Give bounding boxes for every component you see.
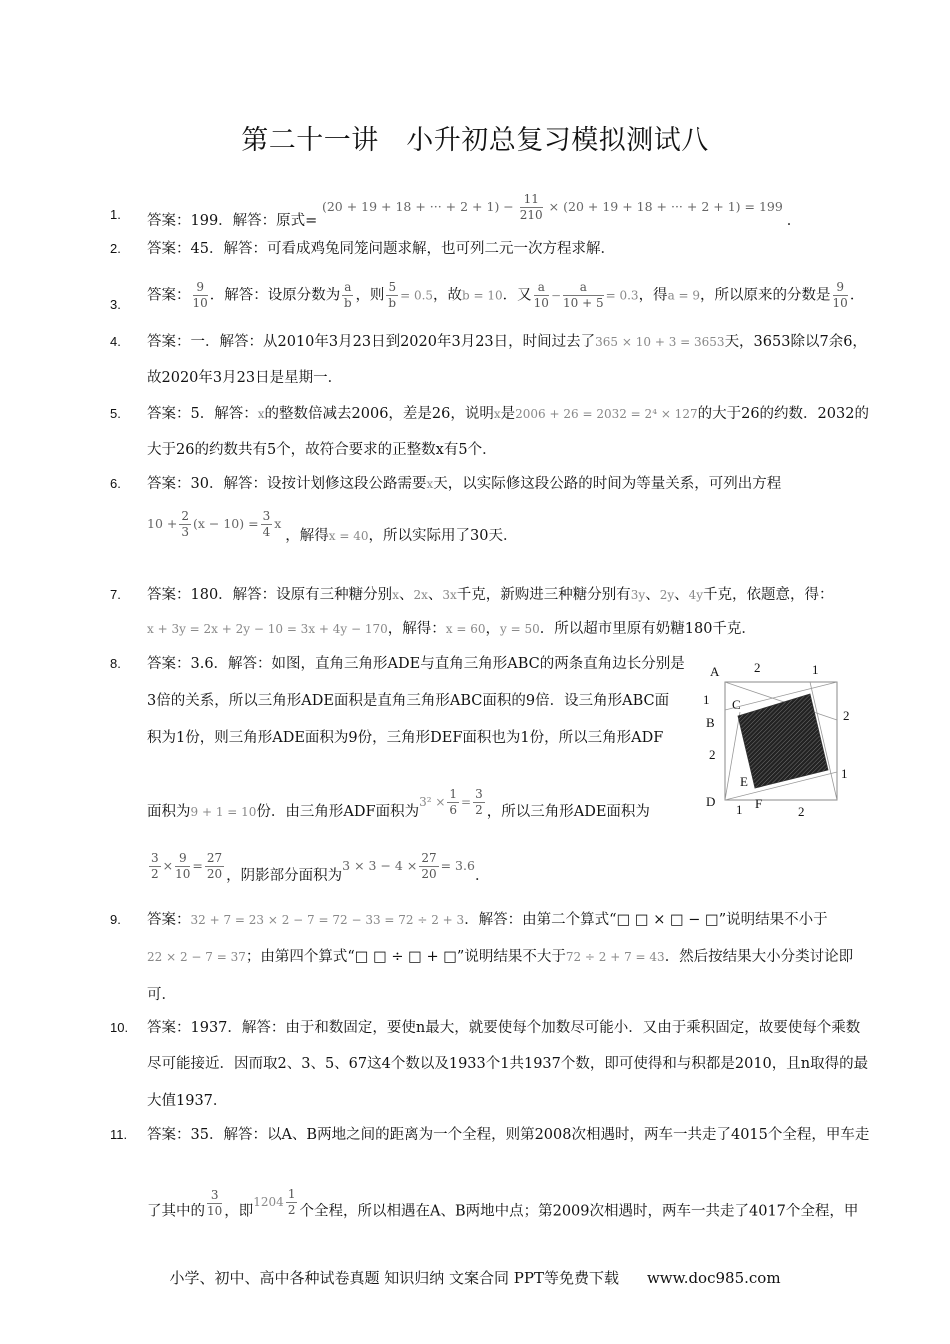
square-diagram <box>700 660 860 820</box>
item-number: 4. <box>110 334 121 349</box>
shaded-region <box>738 694 828 788</box>
item-number: 8. <box>110 656 121 671</box>
fraction: $\frac{9}{10}$ <box>832 280 848 310</box>
page-footer <box>0 1267 950 1288</box>
label-left-1: 1 <box>703 692 710 707</box>
answer-text: 可． <box>147 987 176 1003</box>
math-equation: 10 + $\frac{2}{3}$ (x − 10) = $\frac{3}{4}$ x <box>147 509 282 539</box>
answer-text: 答案：3.6．解答：如图，直角三角形ADE与直角三角形ABC的两条直角边长分别是 <box>147 656 685 672</box>
label-F: F <box>755 796 763 811</box>
fraction: $\frac{a}{10}$ <box>533 280 549 310</box>
answer-text: 大于26的约数共有5个，故符合要求的正整数x有5个． <box>147 442 497 458</box>
label-D: D <box>706 794 716 809</box>
label-top-2: 1 <box>812 662 819 677</box>
label-C: C <box>732 697 741 712</box>
fraction: $\frac{3}{10}$ <box>207 1188 223 1218</box>
item-number: 2. <box>110 241 121 256</box>
fraction: $\frac{11}{210}$ <box>519 192 543 222</box>
item-number: 6. <box>110 476 121 491</box>
footer-text: 小学、初中、高中各种试卷真题 知识归纳 文案合同 PPT等免费下载 <box>169 1269 619 1287</box>
label-bottom-2: 2 <box>798 804 805 819</box>
answer-text: 答案：199．解答：原式= <box>147 213 318 229</box>
item-number: 5. <box>110 406 121 421</box>
item-number: 10. <box>110 1020 129 1035</box>
answer-text: 答案：45．解答：可看成鸡兔同笼问题求解，也可列二元一次方程求解． <box>147 241 615 257</box>
item-number: 1. <box>110 207 121 222</box>
fraction: $\frac{2}{3}$ <box>181 509 189 539</box>
geometry-figure <box>700 660 860 820</box>
fraction: $\frac{a}{10 + 5}$ <box>563 280 604 310</box>
item-number: 3. <box>110 297 121 312</box>
answer-text: 大值1937． <box>147 1093 228 1109</box>
answer-text: 3倍的关系，所以三角形ADE面积是直角三角形ABC面积的9倍．设三角形ABC面 <box>147 693 670 709</box>
label-left-2: 2 <box>709 747 716 762</box>
label-B: B <box>706 715 715 730</box>
answer-text: 尽可能接近．因而取2、3、5、67这4个数以及1933个1共1937个数，即可使得和与积都是2010，且n取得的最 <box>147 1056 869 1072</box>
label-right-2: 1 <box>841 766 848 781</box>
math-expression: 3² × 1 6 = 3 2 <box>419 787 483 817</box>
math-expression: (20 + 19 + 18 + ··· + 2 + 1) − $\frac{11}{210}$ × (20 + 19 + 18 + ··· + 2 + 1) = 199 <box>321 192 783 222</box>
fraction: $\frac{9}{10}$ <box>192 280 208 310</box>
answer-text: 故2020年3月23日是星期一． <box>147 370 343 386</box>
answer-text: 答案：35．解答：以A、B两地之间的距离为一个全程，则第2008次相遇时，两车一共走了4015个全程，甲车走 <box>147 1127 870 1143</box>
label-right-1: 2 <box>843 708 850 723</box>
answer-text: 答案：1937．解答：由于和数固定，要使n最大，就要使每个加数尽可能小．又由于乘积固定，故要使每个乘数 <box>147 1020 861 1036</box>
fraction: $\frac{3}{4}$ <box>262 509 271 539</box>
mixed-number: 1204 1 2 <box>253 1186 296 1217</box>
fraction: $\frac{a}{b}$ <box>344 280 352 310</box>
label-top-1: 2 <box>754 660 761 675</box>
footer-url[interactable]: www.doc985.com <box>646 1269 781 1287</box>
item-number: 9. <box>110 912 121 927</box>
label-E: E <box>740 774 748 789</box>
label-bottom-1: 1 <box>736 802 743 817</box>
answer-text: 积为1份，则三角形ADE面积为9份，三角形DEF面积也为1份，所以三角形ADF <box>147 730 664 746</box>
math-expression: 3 × 3 − 4 × $\frac{27}{20}$ = 3.6 <box>342 851 475 881</box>
fraction: $\frac{5}{b}$ <box>388 280 397 310</box>
label-A: A <box>710 664 720 679</box>
page-title: 第二十一讲 小升初总复习模拟测试八 <box>241 125 709 156</box>
item-number: 7. <box>110 587 121 602</box>
item-number: 11. <box>110 1127 128 1142</box>
document-page: 第二十一讲 小升初总复习模拟测试八 1. 答案：199．解答：原式= (20 + 19 + 18 + ··· + 2 + 1) − $\frac{11}{210}$ × (20 + 19 + 18 + ··· + 2 + 1) = 199 ． 2. 答案：45．解答：可看成鸡兔同笼问题求解，也可列二元一次方程求解． 3. 答案： $\frac{9}{10}$ ．解答：设原分数为 $\frac{a}{b}$ ，则 $\frac{5}{b}$ = 0.5，故b = 10．又 $\frac{a}{10}$ − $\frac{a}{10 + 5}$ = 0.3，得a = 9，所以原来的分数是 $\frac{9}{10}$ ． 4. 答案：一．解答：从2010年3月23日到2020年3月23日，时间过去了365 × 10 + 3 = 3653天，3653除以7余6， 故2020年3月23日是星期一． 5. 答案：5．解答：x的整数倍减去2006，差是26，说明x是2006 + 26 = 2032 = 2⁴ × 127的大于26的约数．2032的 大于26的约数共有5个，故符合要求的正整数x有5个． 6. 答案：30．解答：设按计划修这段公路需要x天，以实际修这段公路的时间为等量关系，可列出方程 10 + $\frac{2}{3}$ (x − 10) = $\frac{3}{4}$ x ，解得x = 40，所以实际用了30天． 7. 答案：180．解答：设原有三种糖分别x、2x、3x千克，新购进三种糖分别有3y、2y、4y千克，依题意，得： x + 3y = 2x + 2y − 10 = 3x + 4y − 170，解得：x = 60，y = 50．所以超市里原有奶糖180千克． 8. 答案：3.6．解答：如图，直角三角形ADE与直角三角形ABC的两条直角边长分别是 3倍的关系，所以三角形ADE面积是直角三角形ABC面积的9倍．设三角形ABC面 积为1份，则三角形ADE面积为9份，三角形DEF面积也为1份，所以三角形ADF 面积为9 + 1 = 10份．由三角形ADF面积为$^{3^2 \times \frac{1}{6} = \frac{3}{2}}$ ，所以三角形ADE面积为 $\frac{3}{2}$ × $\frac{9}{10}$ = $\frac{27}{20}$ ，阴影部分面积为3 × 3 − 4 × $\frac{27}{20}$ = 3.6． A 2 1 1 C B 2 2 1 E D 1 F 2 9. 答案：32 + 7 = 23 × 2 − 7 = 72 − 33 = 72 ÷ 2 + 3．解答：由第二个算式“□ □ × □ − □”说明结果不小于 22 × 2 − 7 = 37；由第四个算式“□ □ ÷ □ + □”说明结果不大于72 ÷ 2 + 7 = 43．然后按结果大小分类讨论即 可． 10. 答案：1937．解答：由于和数固定，要使n最大，就要使每个加数尽可能小．又由于乘积固定，故要使每个乘数 尽可能接近．因而取2、3、5、67这4个数以及1933个1共1937个数，即可使得和与积都是2010，且n取得的最 大值1937． 11. 答案：35．解答：以A、B两地之间的距离为一个全程，则第2008次相遇时，两车一共走了4015个全程，甲车走 了其中的 $\frac{3}{10}$ ，即$^{1204 \frac{1}{2}}$ 个全程，所以相遇在A、B两地中点；第2009次相遇时，两车一共走了4017个全程，甲 小学、初中、高中各种试卷真题 知识归纳 文案合同 PPT等免费下载 www.doc985.com <box>0 0 950 1344</box>
math-expression: $\frac{3}{2}$ × $\frac{9}{10}$ = $\frac{27}{20}$ <box>151 851 223 881</box>
